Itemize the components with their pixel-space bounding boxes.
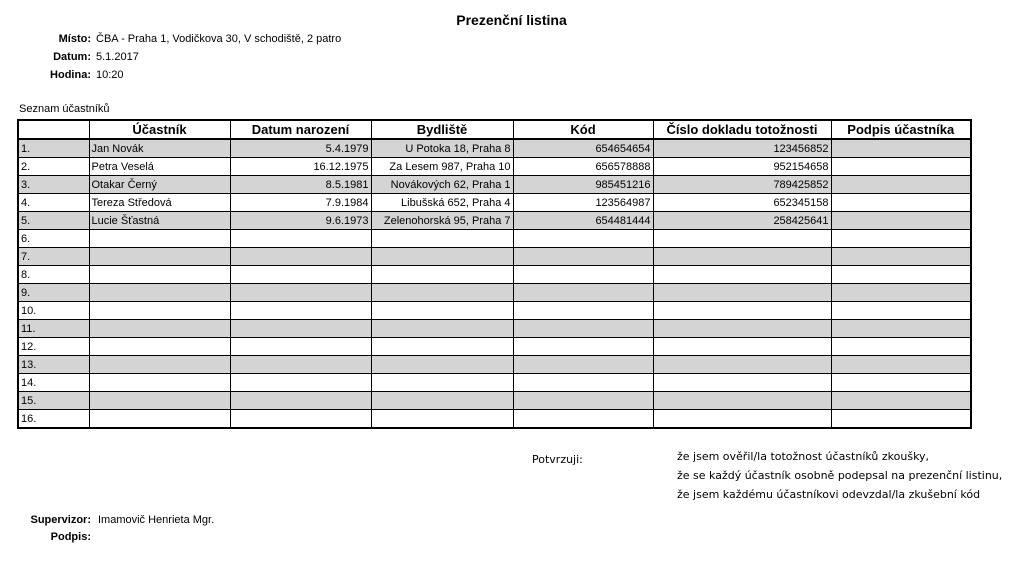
cell-participant	[89, 410, 230, 429]
cell-number: 14.	[18, 374, 89, 392]
table-row	[18, 248, 971, 266]
header-code: Kód	[513, 120, 653, 139]
cell-signature	[831, 338, 971, 356]
cell-signature	[831, 410, 971, 429]
cell-code: 123564987	[513, 194, 653, 212]
table-row	[18, 338, 971, 356]
supervisor-value: Imamovič Henrieta Mgr.	[98, 514, 215, 526]
cell-participant: Tereza Středová	[89, 194, 230, 212]
cell-number: 3.	[18, 176, 89, 194]
cell-id-number	[653, 374, 831, 392]
cell-number: 1.	[18, 139, 89, 158]
cell-residence	[371, 320, 513, 338]
cell-residence	[371, 338, 513, 356]
cell-birth-date	[230, 410, 371, 429]
meta-time	[0, 69, 1023, 83]
cell-signature	[831, 374, 971, 392]
cell-code	[513, 410, 653, 429]
cell-birth-date	[230, 356, 371, 374]
cell-id-number	[653, 302, 831, 320]
meta-place-label: Místo:	[58, 33, 91, 45]
cell-birth-date: 7.9.1984	[230, 194, 371, 212]
cell-code: 654654654	[513, 139, 653, 158]
cell-number: 6.	[18, 230, 89, 248]
cell-residence	[371, 266, 513, 284]
participants-caption: Seznam účastníků	[19, 103, 110, 115]
cell-id-number	[653, 266, 831, 284]
cell-number: 4.	[18, 194, 89, 212]
cell-signature	[831, 158, 971, 176]
cell-signature	[831, 266, 971, 284]
meta-time-value: 10:20	[96, 69, 124, 81]
cell-code	[513, 248, 653, 266]
cell-code	[513, 374, 653, 392]
table-row	[18, 392, 971, 410]
cell-code	[513, 266, 653, 284]
table-row	[18, 194, 971, 212]
cell-residence	[371, 392, 513, 410]
cell-birth-date	[230, 248, 371, 266]
cell-id-number: 123456852	[653, 139, 831, 158]
page-title: Prezenční listina	[456, 12, 567, 28]
cell-residence: Libušská 652, Praha 4	[371, 194, 513, 212]
table-row	[18, 410, 971, 429]
cell-participant	[89, 338, 230, 356]
cell-participant: Lucie Šťastná	[89, 212, 230, 230]
cell-number: 8.	[18, 266, 89, 284]
header-signature: Podpis účastníka	[831, 120, 971, 139]
cell-participant: Jan Novák	[89, 139, 230, 158]
cell-signature	[831, 302, 971, 320]
header-id-number: Číslo dokladu totožnosti	[653, 120, 831, 139]
cell-id-number: 258425641	[653, 212, 831, 230]
cell-participant	[89, 374, 230, 392]
cell-participant	[89, 266, 230, 284]
cell-birth-date: 16.12.1975	[230, 158, 371, 176]
cell-residence: Novákových 62, Praha 1	[371, 176, 513, 194]
meta-date-label: Datum:	[53, 51, 91, 63]
cell-code: 654481444	[513, 212, 653, 230]
meta-date-value: 5.1.2017	[96, 51, 139, 63]
cell-signature	[831, 230, 971, 248]
cell-residence	[371, 248, 513, 266]
header-residence: Bydliště	[371, 120, 513, 139]
table-row	[18, 284, 971, 302]
cell-code	[513, 302, 653, 320]
meta-place-value: ČBA - Praha 1, Vodičkova 30, V schodiště, 2 patro	[96, 33, 342, 45]
table-row	[18, 302, 971, 320]
cell-signature	[831, 176, 971, 194]
cell-residence	[371, 284, 513, 302]
cell-signature	[831, 356, 971, 374]
cell-residence: Za Lesem 987, Praha 10	[371, 158, 513, 176]
cell-participant	[89, 356, 230, 374]
cell-number: 2.	[18, 158, 89, 176]
table-row	[18, 320, 971, 338]
header-number	[18, 120, 89, 139]
cell-signature	[831, 284, 971, 302]
cell-residence: U Potoka 18, Praha 8	[371, 139, 513, 158]
table-row	[18, 212, 971, 230]
cell-birth-date: 9.6.1973	[230, 212, 371, 230]
cell-id-number	[653, 248, 831, 266]
cell-code	[513, 338, 653, 356]
cell-participant	[89, 320, 230, 338]
table-row	[18, 139, 971, 158]
cell-participant	[89, 392, 230, 410]
cell-id-number: 952154658	[653, 158, 831, 176]
confirm-line-1: že jsem ověřil/la totožnost účastníků zkoušky,	[677, 450, 930, 463]
cell-number: 11.	[18, 320, 89, 338]
cell-residence	[371, 356, 513, 374]
cell-code	[513, 356, 653, 374]
meta-time-label: Hodina:	[50, 69, 91, 81]
cell-birth-date	[230, 230, 371, 248]
cell-number: 10.	[18, 302, 89, 320]
cell-id-number	[653, 230, 831, 248]
cell-code	[513, 320, 653, 338]
cell-signature	[831, 194, 971, 212]
cell-number: 7.	[18, 248, 89, 266]
cell-id-number	[653, 284, 831, 302]
cell-id-number	[653, 410, 831, 429]
confirm-label: Potvrzuji:	[532, 453, 583, 466]
cell-number: 9.	[18, 284, 89, 302]
cell-id-number: 789425852	[653, 176, 831, 194]
table-row	[18, 176, 971, 194]
attendance-table	[17, 119, 972, 429]
cell-number: 12.	[18, 338, 89, 356]
cell-birth-date	[230, 374, 371, 392]
cell-code: 985451216	[513, 176, 653, 194]
meta-place	[0, 33, 1023, 47]
cell-birth-date	[230, 302, 371, 320]
cell-birth-date	[230, 392, 371, 410]
cell-code	[513, 230, 653, 248]
table-row	[18, 230, 971, 248]
cell-participant	[89, 248, 230, 266]
table-row	[18, 158, 971, 176]
cell-residence	[371, 410, 513, 429]
cell-birth-date	[230, 320, 371, 338]
cell-signature	[831, 320, 971, 338]
cell-number: 16.	[18, 410, 89, 429]
cell-participant	[89, 230, 230, 248]
cell-birth-date	[230, 338, 371, 356]
supervisor-label: Supervizor:	[30, 514, 91, 526]
cell-residence: Zelenohorská 95, Praha 7	[371, 212, 513, 230]
cell-participant: Otakar Černý	[89, 176, 230, 194]
cell-code: 656578888	[513, 158, 653, 176]
cell-number: 13.	[18, 356, 89, 374]
cell-birth-date	[230, 266, 371, 284]
table-row	[18, 266, 971, 284]
cell-signature	[831, 248, 971, 266]
cell-signature	[831, 212, 971, 230]
table-row	[18, 356, 971, 374]
header-participant: Účastník	[89, 120, 230, 139]
cell-participant	[89, 284, 230, 302]
cell-code	[513, 284, 653, 302]
confirm-line-3: že jsem každému účastníkovi odevzdal/la zkušební kód	[677, 488, 981, 501]
cell-code	[513, 392, 653, 410]
cell-residence	[371, 230, 513, 248]
meta-date	[0, 51, 1023, 65]
table-header-row	[18, 120, 971, 139]
header-birth-date: Datum narození	[230, 120, 371, 139]
cell-signature	[831, 139, 971, 158]
confirm-line-2: že se každý účastník osobně podepsal na prezenční listinu,	[677, 469, 1003, 482]
cell-number: 15.	[18, 392, 89, 410]
cell-id-number	[653, 356, 831, 374]
cell-id-number	[653, 320, 831, 338]
cell-participant: Petra Veselá	[89, 158, 230, 176]
signature-label: Podpis:	[50, 531, 91, 543]
cell-id-number	[653, 338, 831, 356]
cell-participant	[89, 302, 230, 320]
cell-signature	[831, 392, 971, 410]
cell-number: 5.	[18, 212, 89, 230]
cell-birth-date: 8.5.1981	[230, 176, 371, 194]
cell-residence	[371, 374, 513, 392]
cell-birth-date	[230, 284, 371, 302]
table-row	[18, 374, 971, 392]
cell-id-number	[653, 392, 831, 410]
cell-id-number: 652345158	[653, 194, 831, 212]
cell-residence	[371, 302, 513, 320]
cell-birth-date: 5.4.1979	[230, 139, 371, 158]
